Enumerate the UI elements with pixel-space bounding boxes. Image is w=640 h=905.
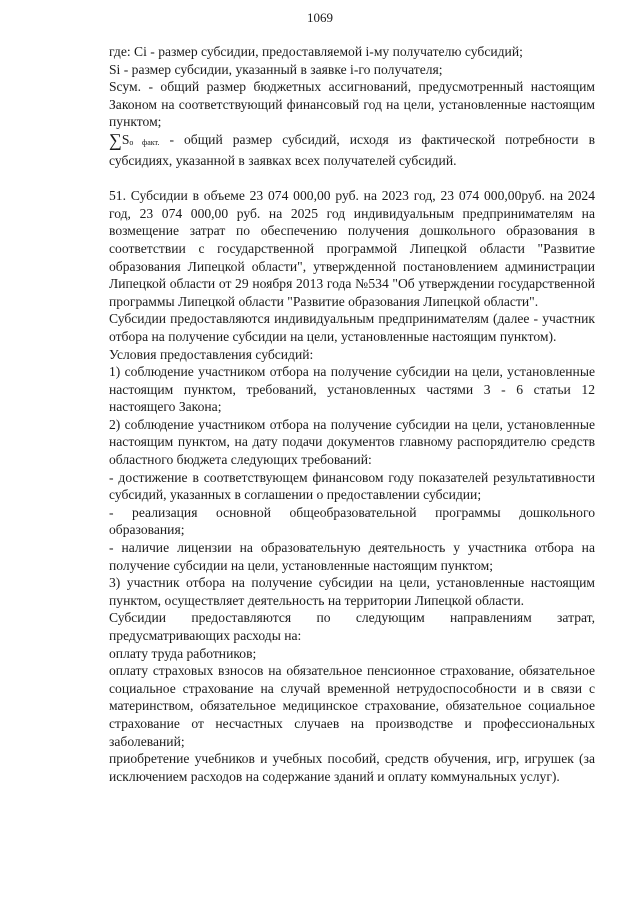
sfact-symbol: S — [121, 131, 130, 147]
sfact-subscript: o факт. — [129, 137, 160, 147]
condition-2-bullet-3: - наличие лицензии на образовательную деятельность у участника отбора на получение субсидии на цели, установленные настоящим пунктом; — [109, 540, 595, 573]
paragraph-cost-directions: Субсидии предоставляются по следующим направлениям затрат, предусматривающих расходы на: — [109, 610, 595, 643]
paragraph-gap — [109, 169, 595, 187]
definition-ci: где: Ci - размер субсидии, предоставляемой i-му получателю субсидий; — [109, 44, 523, 59]
sum-sigma-symbol: ∑ — [109, 129, 122, 150]
cost-item-salary: оплату труда работников; — [109, 645, 257, 661]
ssum-text: - общий размер бюджетных ассигнований, предусмотренный настоящим Законом на соответствующий финансовый год на цели, установленные настоящим пунктом; — [109, 79, 595, 130]
sfact-text: - общий размер субсидий, исходя из фактической потребности в субсидиях, указанной в заявках всех получателей субсидий. — [109, 131, 595, 168]
paragraph-conditions-heading: Условия предоставления субсидий: — [109, 346, 314, 362]
paragraph-51: 51. Субсидии в объеме 23 074 000,00 руб. на 2023 год, 23 074 000,00руб. на 2024 год, 23 074 000,00 руб. на 2025 год индивидуальным предпринимателям на возмещение затрат по обеспечению получения дошкольного образования в соответствии с государственной программой Липецкой области "Развитие образования Липецкой области", утвержденной постановлением администрации Липецкой области от 29 ноября 2013 года №534 "Об утверждении государственной программы Липецкой области "Развитие образования Липецкой области". — [109, 188, 595, 309]
definition-sfact — [109, 131, 595, 169]
definition-ssum — [109, 78, 595, 131]
page-number: 1069 — [307, 10, 333, 25]
condition-1: 1) соблюдение участником отбора на получение субсидии на цели, установленные настоящим пунктом, требований, установленных частями 3 - 6 статьи 12 настоящего Закона; — [109, 364, 595, 415]
ssum-symbol: Sсум. — [109, 79, 142, 95]
document-body — [109, 43, 595, 785]
definition-si: Si - размер субсидии, указанный в заявке i-го получателя; — [109, 61, 443, 77]
cost-item-insurance: оплату страховых взносов на обязательное пенсионное страхование, обязательное социальное страхование на случай временной нетрудоспособности и в связи с материнством, обязательное медицинское страхование, обязательное социальное страхование от несчастных случаев на производстве и профессиональных заболеваний; — [109, 663, 595, 749]
condition-2: 2) соблюдение участником отбора на получение субсидии на цели, установленные настоящим пунктом, на дату подачи документов главному распорядителю средств областного бюджета следующих требований: — [109, 416, 595, 468]
cost-item-textbooks: приобретение учебников и учебных пособий, средств обучения, игр, игрушек (за исключением расходов на содержание зданий и оплату коммунальных услуг). — [109, 751, 595, 784]
condition-2-bullet-1: - достижение в соответствующем финансовом году показателей результативности субсидий, указанных в соглашении о предоставлении субсидии; — [109, 469, 595, 503]
condition-3: 3) участник отбора на получение субсидии на цели, установленные настоящим пунктом, осуществляет деятельность на территории Липецкой области. — [109, 575, 595, 608]
paragraph-recipients: Субсидии предоставляются индивидуальным предпринимателям (далее - участник отбора на получение субсидии на цели, установленные настоящим пунктом). — [109, 311, 595, 344]
condition-2-bullet-2: - реализация основной общеобразовательной программы дошкольного образования; — [109, 504, 595, 538]
